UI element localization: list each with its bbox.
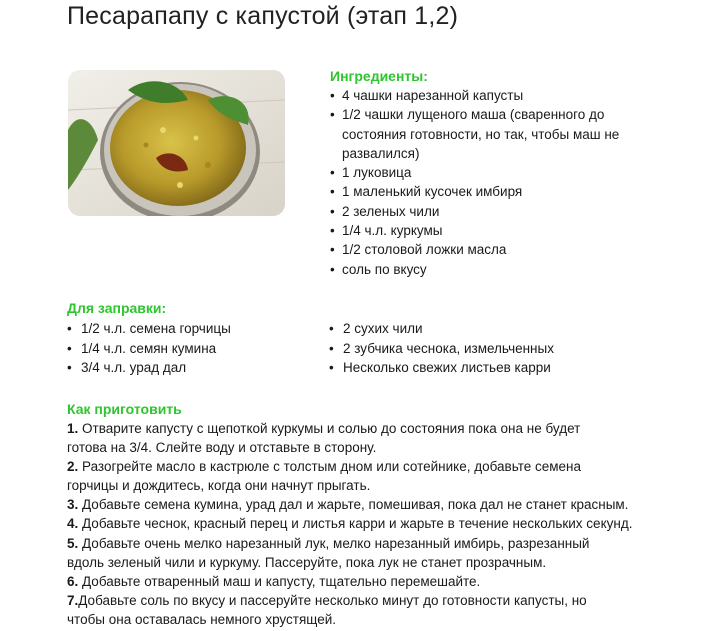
- list-item: • 2 зеленых чили: [330, 202, 700, 221]
- list-item: • 1/2 чашки лущеного маша (сваренного до: [330, 105, 700, 124]
- step-number: 2.: [67, 459, 79, 475]
- step-line: [67, 591, 702, 610]
- step-number: 5.: [67, 535, 79, 551]
- list-item: состояния готовности, но так, чтобы маш не: [342, 126, 620, 142]
- page-title: Песарапапу с капустой (этап 1,2): [67, 2, 459, 30]
- list-item: • 1/2 ч.л. семена горчицы: [67, 319, 231, 339]
- ingredients-heading: Ингредиенты:: [330, 68, 428, 84]
- step-text: Добавьте отваренный маш и капусту, тщательно перемешайте.: [78, 573, 481, 589]
- step-line: [67, 534, 702, 553]
- step-text: готова на 3/4. Слейте воду и отставьте в сторону.: [67, 440, 377, 456]
- step-line: [67, 457, 702, 476]
- list-item: • 1/4 ч.л. семян кумина: [67, 339, 231, 359]
- step-line: [67, 476, 702, 495]
- step-text: горчицы и дождитесь, когда они начнут прыгать.: [67, 478, 371, 494]
- dish-photo: [68, 70, 285, 216]
- list-item: • 4 чашки нарезанной капусты: [330, 86, 700, 105]
- step-text: Добавьте чеснок, красный перец и листья карри и жарьте в течение нескольких секунд.: [78, 516, 633, 532]
- step-line: [67, 438, 702, 457]
- dressing-list-right: [329, 319, 554, 378]
- step-text: чтобы она оставалась немного хрустящей.: [67, 611, 337, 627]
- step-text: вдоль зеленый чили и куркуму. Пассеруйте, пока лук не станет прозрачным.: [67, 554, 547, 570]
- step-text: Отварите капусту с щепоткой куркумы и солью до состояния пока она не будет: [78, 421, 581, 436]
- steps-text: [67, 419, 702, 629]
- list-item: • 1 маленький кусочек имбиря: [330, 182, 700, 201]
- list-item: • соль по вкусу: [330, 260, 700, 279]
- howto-heading: Как приготовить: [67, 401, 182, 417]
- dressing-heading: Для заправки:: [67, 300, 167, 316]
- step-number: 7.: [67, 592, 79, 608]
- list-item: • 1/2 столовой ложки масла: [330, 240, 700, 259]
- step-line: [67, 553, 702, 572]
- step-text: Добавьте очень мелко нарезанный лук, мелко нарезанный имбирь, разрезанный: [78, 535, 590, 551]
- step-line: [67, 572, 702, 591]
- list-item: • 1/4 ч.л. куркумы: [330, 221, 700, 240]
- step-text: Добавьте соль по вкусу и пассеруйте несколько минут до готовности капусты, но: [78, 592, 587, 608]
- step-number: 6.: [67, 573, 79, 589]
- list-item: развалился): [342, 145, 420, 161]
- dressing-list-left: [67, 319, 231, 378]
- step-number: 3.: [67, 497, 79, 513]
- step-line: [67, 514, 702, 533]
- step-line: [67, 419, 702, 438]
- ingredients-section: [330, 68, 700, 279]
- list-item: • 1 луковица: [330, 163, 700, 182]
- step-line: [67, 610, 702, 629]
- step-text: Разогрейте масло в кастрюле с толстым дном или сотейнике, добавьте семена: [78, 459, 582, 475]
- list-item: • 3/4 ч.л. урад дал: [67, 358, 231, 378]
- list-item: • Несколько свежих листьев карри: [329, 358, 554, 378]
- step-text: Добавьте семена кумина, урад дал и жарьте, помешивая, пока дал не станет красным.: [78, 497, 629, 513]
- ingredients-list: [330, 86, 700, 279]
- step-line: [67, 495, 702, 514]
- list-item: • 2 сухих чили: [329, 319, 554, 339]
- list-item: • 2 зубчика чеснока, измельченных: [329, 339, 554, 359]
- step-number: 1.: [67, 421, 79, 436]
- step-number: 4.: [67, 516, 79, 532]
